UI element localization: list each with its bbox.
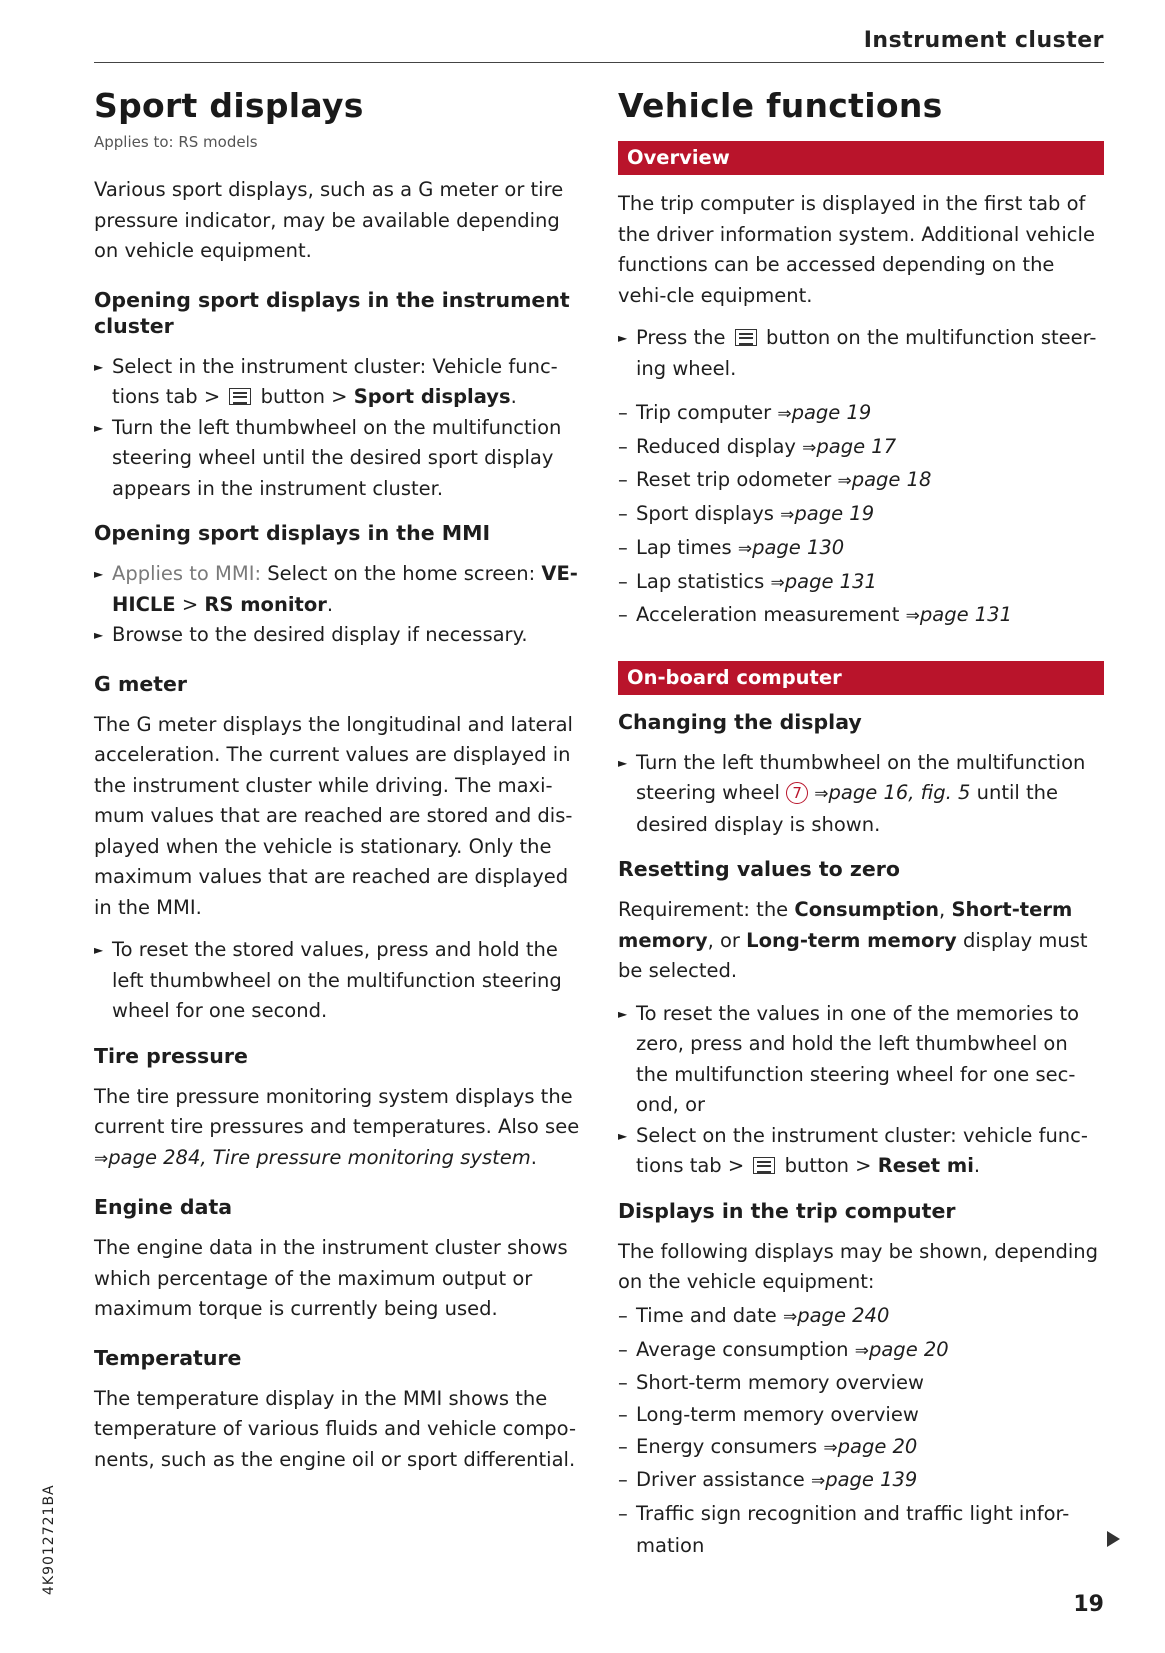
continue-arrow-icon [1107, 1531, 1120, 1547]
reference-arrow-icon: ⇒ [770, 572, 785, 593]
list-item: – Traffic sign recognition and traffic light infor-mation [618, 1502, 1070, 1557]
overview-step: ► Press the button on the multifunction steer-ing wheel. [618, 323, 1104, 384]
page-link[interactable]: page 20 [837, 1434, 918, 1458]
list-item: – Sport displays ⇒page 19 [618, 502, 875, 526]
engine-text: The engine data in the instrument cluster shows which percentage of the maximum output or maximum torque is currently being used. [94, 1236, 568, 1320]
gmeter-text: The G meter displays the longitudinal and lateral acceleration. The current values are displayed in the instrument cluster while driving. The maxi-mum values that are reached are stored and dis-played when the vehicle is stationary. Only the maximum values that are reached are displayed in the MMI. [94, 712, 573, 919]
list-item: – Trip computer ⇒page 19 [618, 401, 872, 424]
list-item: – Reset trip odometer ⇒page 18 [618, 468, 932, 492]
page-link[interactable]: page 19 [791, 401, 872, 424]
page-header [94, 22, 1104, 63]
figure-page-link[interactable]: page 16, fig. 5 [828, 781, 971, 805]
reference-arrow-icon: ⇒ [837, 471, 852, 492]
change-display-heading: Changing the display [618, 709, 862, 734]
open-cluster-step-1: ► Select in the instrument cluster: Vehicle func-tions tab > button > Sport displays. [94, 352, 584, 413]
reference-arrow-icon: ⇒ [737, 538, 753, 559]
vehicle-functions-title: Vehicle functions [618, 86, 943, 125]
page-link[interactable]: page 20 [868, 1337, 949, 1361]
step-marker-icon: ► [618, 1128, 628, 1143]
left-column [94, 86, 584, 1475]
page-link[interactable]: page 240 [797, 1303, 890, 1327]
document-code: 4K9012721BA [41, 1484, 57, 1595]
reference-arrow-icon: ⇒ [780, 505, 795, 526]
list-item: – Lap times ⇒page 130 [618, 535, 845, 559]
tire-page-link[interactable]: page 284, Tire pressure monitoring system [108, 1145, 531, 1169]
list-item: – Lap statistics ⇒page 131 [618, 569, 877, 593]
callout-number-icon: 7 [786, 782, 808, 804]
step-marker-icon: ► [94, 943, 104, 957]
reference-arrow-icon: ⇒ [814, 784, 829, 805]
reset-heading: Resetting values to zero [618, 857, 900, 882]
open-mmi-heading: Opening sport displays in the MMI [94, 521, 491, 545]
reference-arrow-icon: ⇒ [777, 404, 792, 424]
list-item: – Driver assistance ⇒page 139 [618, 1468, 918, 1492]
page-link[interactable]: page 130 [752, 535, 845, 559]
sport-displays-title: Sport displays [94, 86, 364, 125]
step-marker-icon: ► [94, 359, 104, 374]
open-cluster-heading: Opening sport displays in the instrument cluster [94, 287, 570, 338]
section-title: Instrument cluster [863, 28, 1104, 53]
menu-button-icon [735, 329, 757, 346]
page-link[interactable]: page 131 [919, 603, 1012, 627]
list-item: – Short-term memory overview [618, 1371, 924, 1395]
temperature-text: The temperature display in the MMI shows the temperature of various fluids and vehicle compo-nents, such as the engine oil or sport differential. [94, 1386, 577, 1471]
page-link[interactable]: page 17 [816, 434, 897, 458]
reset-step-2: ► Select on the instrument cluster: vehicle func-tions tab > button > Reset mi. [618, 1121, 1104, 1182]
gmeter-heading: G meter [94, 671, 188, 696]
applies-note: Applies to: RS models [94, 133, 258, 151]
reference-arrow-icon: ⇒ [802, 437, 817, 458]
open-mmi-step-1: ► Applies to MMI: Select on the home screen: VE-HICLE > RS monitor. [94, 559, 584, 620]
change-display-step: ► Turn the left thumbwheel on the multifunction steering wheel 7 ⇒page 16, fig. 5 until the desired display is shown. [618, 748, 1104, 841]
temperature-heading: Temperature [94, 1345, 242, 1370]
menu-button-icon [753, 1157, 775, 1174]
page-link[interactable]: page 131 [784, 569, 877, 593]
page-link[interactable]: page 139 [825, 1468, 918, 1492]
list-item: – Acceleration measurement ⇒page 131 [618, 603, 1012, 627]
trip-displays-heading: Displays in the trip computer [618, 1198, 956, 1223]
onboard-band: On-board computer [618, 661, 1104, 695]
intro-text: Various sport displays, such as a G meter or tire pressure indicator, may be available depending on vehicle equipment. [94, 178, 564, 262]
engine-heading: Engine data [94, 1195, 233, 1219]
step-marker-icon: ► [94, 628, 104, 642]
reference-arrow-icon: ⇒ [810, 1471, 826, 1492]
list-item: – Energy consumers ⇒page 20 [618, 1434, 918, 1458]
reset-step-1: ► To reset the values in one of the memories to zero, press and hold the left thumbwheel on the multifunction steering wheel for one sec-ond, or [618, 999, 1104, 1121]
list-item: – Average consumption ⇒page 20 [618, 1337, 949, 1361]
gmeter-step: ► To reset the stored values, press and hold the left thumbwheel on the multifunction steering wheel for one second. [94, 935, 584, 1027]
menu-button-icon [229, 388, 251, 405]
list-item: – Long-term memory overview [618, 1403, 919, 1427]
step-marker-icon: ► [618, 755, 628, 770]
list-item: – Time and date ⇒page 240 [618, 1303, 890, 1327]
overview-list [618, 397, 1104, 633]
step-marker-icon: ► [618, 331, 628, 345]
overview-band: Overview [618, 141, 1104, 175]
trip-displays-text: The following displays may be shown, depending on the vehicle equipment: [618, 1239, 1098, 1294]
page-link[interactable]: page 19 [794, 502, 875, 526]
trip-displays-list [618, 1300, 1104, 1562]
reference-arrow-icon: ⇒ [854, 1340, 869, 1361]
page-link[interactable]: page 18 [851, 468, 932, 492]
list-item: – Reduced display ⇒page 17 [618, 434, 897, 458]
tire-heading: Tire pressure [94, 1043, 248, 1068]
step-marker-icon: ► [94, 420, 104, 435]
page-number: 19 [1073, 1592, 1104, 1617]
reference-arrow-icon: ⇒ [905, 606, 920, 627]
reference-arrow-icon: ⇒ [782, 1306, 798, 1327]
reference-arrow-icon: ⇒ [94, 1148, 109, 1169]
right-column [618, 86, 1104, 1562]
overview-text: The trip computer is displayed in the first tab of the driver information system. Additional vehicle functions can be accessed depending on the vehi-cle equipment. [618, 192, 1095, 307]
open-mmi-step-2: ► Browse to the desired display if necessary. [94, 620, 584, 651]
step-marker-icon: ► [94, 567, 104, 581]
step-marker-icon: ► [618, 1006, 628, 1021]
requirement-text: Requirement: the Consumption, Short-term memory, or Long-term memory display must be selected. [618, 898, 1088, 983]
open-cluster-step-2: ► Turn the left thumbwheel on the multifunction steering wheel until the desired sport display appears in the instrument cluster. [94, 413, 584, 505]
tire-text: The tire pressure monitoring system displays the current tire pressures and temperatures. Also see ⇒page 284, Tire pressure monitoring system. [94, 1084, 580, 1169]
reference-arrow-icon: ⇒ [823, 1437, 838, 1458]
